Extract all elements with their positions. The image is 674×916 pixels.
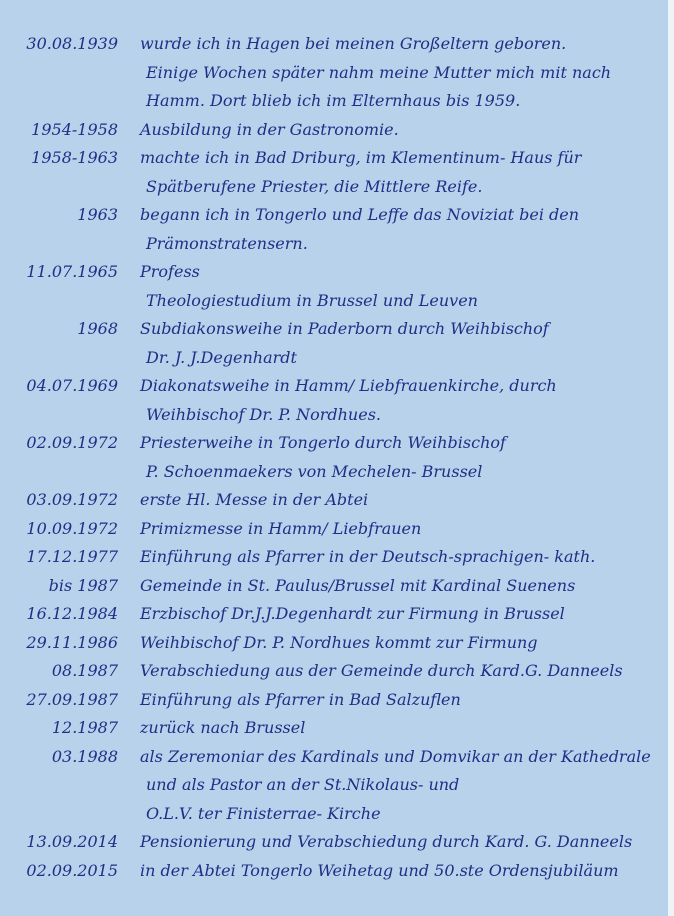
entry-text: und als Pastor an der St.Nikolaus- und bbox=[146, 775, 460, 794]
timeline-entry bbox=[0, 258, 668, 315]
page-edge bbox=[668, 0, 674, 916]
entry-line bbox=[0, 657, 668, 686]
timeline-entry bbox=[0, 486, 668, 515]
entry-text: in der Abtei Tongerlo Weihetag und 50.ste Ordensjubiläum bbox=[140, 860, 619, 880]
timeline-entry bbox=[0, 372, 668, 429]
timeline-entry bbox=[0, 144, 668, 201]
entry-line bbox=[0, 144, 668, 173]
entry-line bbox=[0, 743, 668, 772]
timeline-entry bbox=[0, 600, 668, 629]
entry-date: 16.12.1984 bbox=[26, 604, 118, 623]
timeline-entry bbox=[0, 743, 668, 829]
entry-line bbox=[0, 287, 668, 316]
entry-line bbox=[0, 429, 668, 458]
entry-date: 30.08.1939 bbox=[26, 34, 118, 53]
entry-text: als Zeremoniar des Kardinals und Domvikar an der Kathedrale bbox=[140, 746, 651, 766]
entry-line bbox=[0, 258, 668, 287]
timeline-entry bbox=[0, 657, 668, 686]
entry-text: Erzbischof Dr.J.J.Degenhardt zur Firmung in Brussel bbox=[140, 604, 565, 623]
timeline-entry bbox=[0, 629, 668, 658]
entry-line bbox=[0, 828, 668, 857]
entry-line bbox=[0, 686, 668, 715]
entry-line bbox=[0, 230, 668, 259]
entry-line bbox=[0, 116, 668, 145]
entry-text: Einführung als Pfarrer in der Deutsch-sprachigen- kath. bbox=[140, 547, 596, 566]
entry-line bbox=[0, 543, 668, 572]
entry-text: P. Schoenmaekers von Mechelen- Brussel bbox=[146, 461, 483, 481]
entry-date: 1968 bbox=[77, 319, 118, 338]
entry-line bbox=[0, 401, 668, 430]
entry-date: 17.12.1977 bbox=[26, 547, 118, 566]
entry-line bbox=[0, 629, 668, 658]
entry-text: O.L.V. ter Finisterrae- Kirche bbox=[146, 803, 381, 823]
entry-line bbox=[0, 458, 668, 487]
entry-text: Spätberufene Priester, die Mittlere Reife. bbox=[146, 176, 483, 196]
timeline-entry bbox=[0, 429, 668, 486]
entry-text: Einführung als Pfarrer in Bad Salzuflen bbox=[140, 689, 461, 709]
entry-date: 02.09.2015 bbox=[26, 860, 118, 880]
timeline-entry bbox=[0, 686, 668, 715]
entry-line bbox=[0, 515, 668, 544]
entry-text: Gemeinde in St. Paulus/Brussel mit Kardinal Suenens bbox=[140, 575, 576, 595]
timeline-entry bbox=[0, 543, 668, 572]
entry-text: Profess bbox=[140, 262, 200, 281]
entry-date: 03.1988 bbox=[51, 746, 118, 766]
entry-line bbox=[0, 486, 668, 515]
entry-line bbox=[0, 714, 668, 743]
timeline-entry bbox=[0, 714, 668, 743]
entry-text: Diakonatsweihe in Hamm/ Liebfrauenkirche, durch bbox=[140, 376, 557, 395]
entry-text: begann ich in Tongerlo und Leffe das Noviziat bei den bbox=[140, 205, 580, 224]
entry-date: 02.09.1972 bbox=[26, 433, 118, 452]
entry-text: Einige Wochen später nahm meine Mutter mich mit nach bbox=[146, 62, 612, 82]
timeline-entry bbox=[0, 515, 668, 544]
entry-text: Pensionierung und Verabschiedung durch Kard. G. Danneels bbox=[140, 832, 633, 851]
timeline-entry bbox=[0, 116, 668, 145]
entry-line bbox=[0, 600, 668, 629]
entry-date: 1963 bbox=[77, 205, 118, 224]
entry-date: bis 1987 bbox=[48, 575, 118, 595]
entry-text: Hamm. Dort blieb ich im Elternhaus bis 1959. bbox=[146, 91, 521, 110]
entry-line bbox=[0, 572, 668, 601]
entry-date: 04.07.1969 bbox=[26, 376, 118, 395]
entry-line bbox=[0, 201, 668, 230]
entry-text: Verabschiedung aus der Gemeinde durch Kard.G. Danneels bbox=[140, 661, 623, 680]
biography-timeline bbox=[0, 30, 668, 885]
entry-line bbox=[0, 87, 668, 116]
entry-text: Dr. J. J.Degenhardt bbox=[146, 347, 297, 367]
entry-date: 08.1987 bbox=[51, 661, 118, 680]
entry-line bbox=[0, 59, 668, 88]
entry-text: zurück nach Brussel bbox=[140, 718, 306, 737]
entry-text: erste Hl. Messe in der Abtei bbox=[140, 490, 369, 509]
entry-text: Theologiestudium in Brussel und Leuven bbox=[146, 290, 478, 310]
entry-line bbox=[0, 315, 668, 344]
entry-text: Ausbildung in der Gastronomie. bbox=[140, 119, 399, 139]
timeline-entry bbox=[0, 857, 668, 886]
entry-text: Priesterweihe in Tongerlo durch Weihbischof bbox=[140, 433, 506, 452]
entry-line bbox=[0, 344, 668, 373]
timeline-entry bbox=[0, 828, 668, 857]
timeline-entry bbox=[0, 315, 668, 372]
entry-date: 1954-1958 bbox=[31, 119, 118, 139]
entry-date: 11.07.1965 bbox=[26, 262, 118, 281]
entry-line bbox=[0, 800, 668, 829]
entry-date: 13.09.2014 bbox=[26, 832, 118, 851]
timeline-entry bbox=[0, 572, 668, 601]
entry-line bbox=[0, 771, 668, 800]
timeline-entry bbox=[0, 30, 668, 116]
entry-line bbox=[0, 173, 668, 202]
entry-text: Subdiakonsweihe in Paderborn durch Weihbischof bbox=[140, 319, 549, 338]
entry-text: Weihbischof Dr. P. Nordhues kommt zur Firmung bbox=[140, 632, 538, 652]
entry-text: machte ich in Bad Driburg, im Klementinum- Haus für bbox=[140, 148, 582, 167]
entry-text: Primizmesse in Hamm/ Liebfrauen bbox=[140, 518, 422, 538]
entry-text: Prämonstratensern. bbox=[146, 233, 308, 253]
entry-line bbox=[0, 857, 668, 886]
entry-date: 03.09.1972 bbox=[26, 490, 118, 509]
entry-date: 29.11.1986 bbox=[26, 632, 118, 652]
entry-date: 1958-1963 bbox=[31, 148, 118, 167]
entry-text: wurde ich in Hagen bei meinen Großeltern geboren. bbox=[140, 34, 567, 53]
timeline-entry bbox=[0, 201, 668, 258]
entry-line bbox=[0, 372, 668, 401]
entry-date: 27.09.1987 bbox=[26, 689, 118, 709]
entry-date: 12.1987 bbox=[51, 718, 118, 737]
entry-date: 10.09.1972 bbox=[26, 518, 118, 538]
entry-text: Weihbischof Dr. P. Nordhues. bbox=[146, 404, 381, 424]
entry-line bbox=[0, 30, 668, 59]
